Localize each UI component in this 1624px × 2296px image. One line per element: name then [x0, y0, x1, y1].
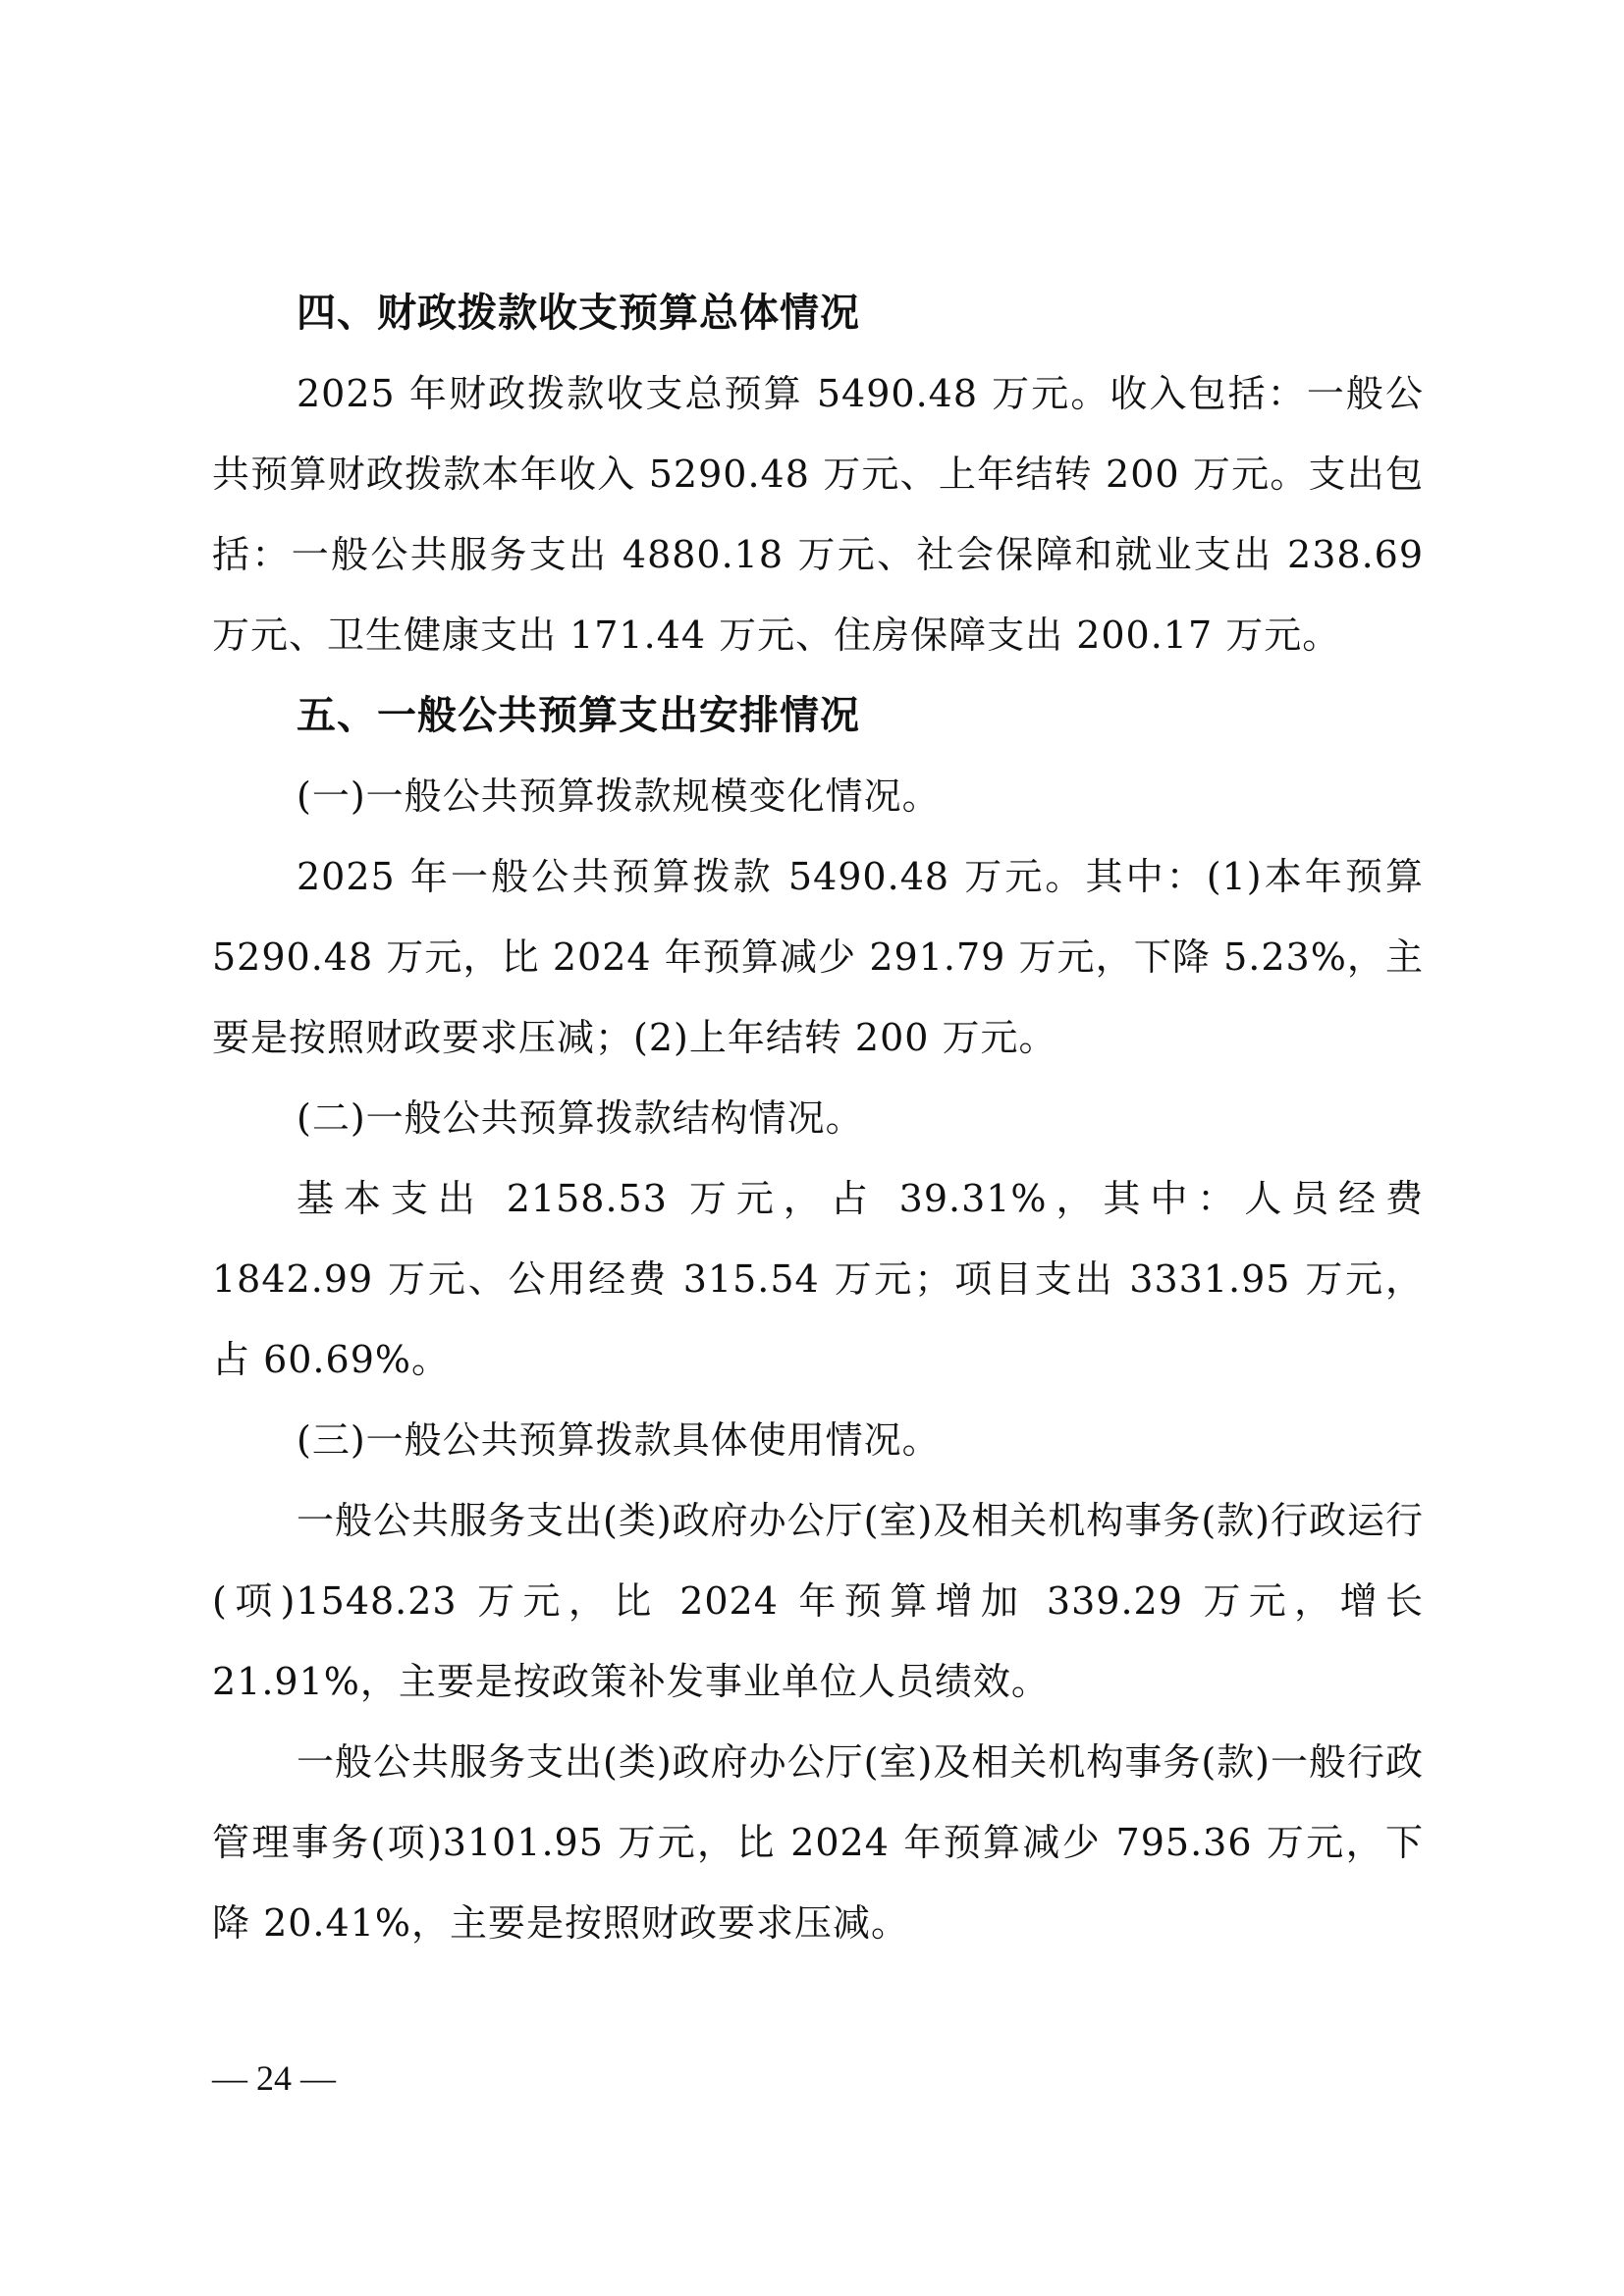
subsection-1-paragraph: 2025 年一般公共预算拨款 5490.48 万元。其中：(1)本年预算 5290.48 万元，比 2024 年预算减少 291.79 万元，下降 5.23%，主要是按照财政要求压减；(2)上年结转 200 万元。: [212, 855, 1424, 1059]
page-number: — 24 —: [212, 2058, 336, 2098]
section-4-paragraph: 2025 年财政拨款收支总预算 5490.48 万元。收入包括：一般公共预算财政拨款本年收入 5290.48 万元、上年结转 200 万元。支出包括：一般公共服务支出 4880.18 万元、社会保障和就业支出 238.69 万元、卫生健康支出 171.44 万元、住房保障支出 200.17 万元。: [212, 372, 1424, 657]
subsection-3-paragraph-2: 一般公共服务支出(类)政府办公厅(室)及相关机构事务(款)一般行政管理事务(项)3101.95 万元，比 2024 年预算减少 795.36 万元，下降 20.41%，主要是按照财政要求压减。: [212, 1740, 1424, 1945]
section-4-heading: 四、财政拨款收支预算总体情况: [297, 291, 860, 336]
subsection-3-title: (三)一般公共预算拨款具体使用情况。: [297, 1418, 941, 1462]
section-5-heading: 五、一般公共预算支出安排情况: [297, 693, 860, 738]
document-body: [212, 273, 1424, 1963]
subsection-1-title: (一)一般公共预算拨款规模变化情况。: [297, 774, 941, 818]
subsection-2-title: (二)一般公共预算拨款结构情况。: [297, 1096, 864, 1140]
subsection-3-paragraph-1: 一般公共服务支出(类)政府办公厅(室)及相关机构事务(款)行政运行(项)1548.23 万元，比 2024 年预算增加 339.29 万元，增长 21.91%，主要是按政策补发事业单位人员绩效。: [212, 1499, 1424, 1703]
subsection-2-paragraph: 基本支出 2158.53 万元，占 39.31%，其中：人员经费 1842.99 万元、公用经费 315.54 万元；项目支出 3331.95 万元，占 60.69%。: [212, 1177, 1424, 1381]
